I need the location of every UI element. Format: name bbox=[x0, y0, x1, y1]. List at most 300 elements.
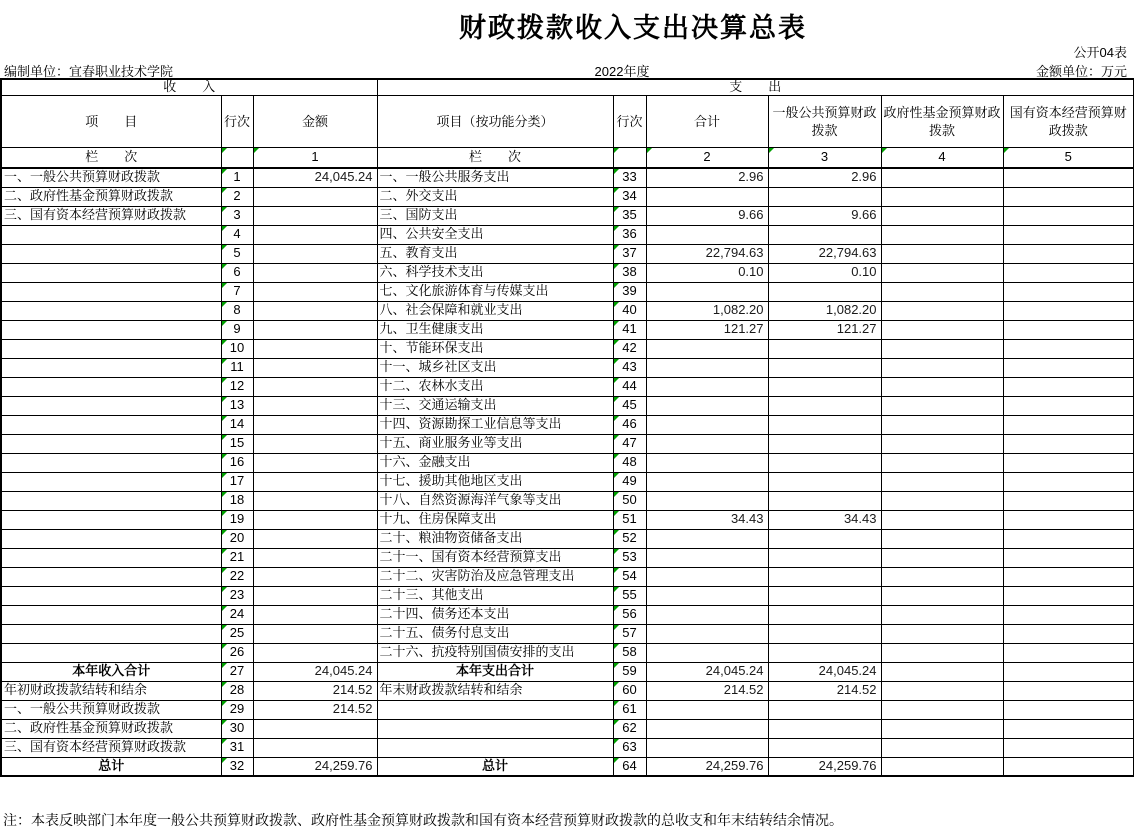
expense-state-capital-cell bbox=[1003, 681, 1134, 700]
income-item-cell bbox=[1, 377, 221, 396]
expense-item-cell: 二十、粮油物资储备支出 bbox=[377, 529, 613, 548]
expense-item-cell: 十二、农林水支出 bbox=[377, 377, 613, 396]
expense-line-cell: 39 bbox=[613, 282, 646, 301]
expense-item-cell: 十、节能环保支出 bbox=[377, 339, 613, 358]
expense-total-cell bbox=[646, 415, 768, 434]
expense-total-cell bbox=[646, 529, 768, 548]
income-amount-cell bbox=[253, 434, 377, 453]
income-item-cell bbox=[1, 282, 221, 301]
expense-state-capital-cell bbox=[1003, 168, 1134, 187]
expense-item-cell: 三、国防支出 bbox=[377, 206, 613, 225]
expense-total-cell: 22,794.63 bbox=[646, 244, 768, 263]
expense-state-capital-cell bbox=[1003, 434, 1134, 453]
cell-error-triangle-icon bbox=[222, 416, 227, 421]
table-row bbox=[1, 529, 1134, 548]
income-amount-cell: 24,045.24 bbox=[253, 662, 377, 681]
column-number-row bbox=[1, 148, 1134, 169]
expense-state-capital-cell bbox=[1003, 757, 1134, 776]
expense-line-cell: 42 bbox=[613, 339, 646, 358]
cell-error-triangle-icon bbox=[222, 739, 227, 744]
income-line-cell: 21 bbox=[221, 548, 253, 567]
expense-item-cell: 十六、金融支出 bbox=[377, 453, 613, 472]
expense-item-cell: 五、教育支出 bbox=[377, 244, 613, 263]
expense-gov-fund-cell bbox=[881, 643, 1003, 662]
income-lanci-line-cell bbox=[221, 148, 253, 169]
expense-lanci-label: 栏 次 bbox=[377, 148, 613, 169]
income-amount-cell bbox=[253, 206, 377, 225]
expense-item-cell: 二十六、抗疫特别国债安排的支出 bbox=[377, 643, 613, 662]
expense-state-capital-cell bbox=[1003, 738, 1134, 757]
income-item-cell: 一、一般公共预算财政拨款 bbox=[1, 700, 221, 719]
income-line-cell: 6 bbox=[221, 263, 253, 282]
expense-line-cell: 54 bbox=[613, 567, 646, 586]
expense-general-budget-cell bbox=[768, 377, 881, 396]
cell-error-triangle-icon bbox=[1004, 148, 1009, 153]
expense-total-cell bbox=[646, 453, 768, 472]
expense-state-capital-cell bbox=[1003, 320, 1134, 339]
expense-item-header: 项目（按功能分类） bbox=[377, 96, 613, 148]
page-title: 财政拨款收入支出决算总表 bbox=[459, 13, 807, 43]
expense-item-cell: 年末财政拨款结转和结余 bbox=[377, 681, 613, 700]
income-amount-cell bbox=[253, 225, 377, 244]
income-amount-cell bbox=[253, 263, 377, 282]
expense-gov-fund-cell bbox=[881, 377, 1003, 396]
cell-error-triangle-icon bbox=[614, 644, 619, 649]
expense-gov-fund-cell bbox=[881, 757, 1003, 776]
expense-line-cell: 46 bbox=[613, 415, 646, 434]
expense-gov-fund-cell bbox=[881, 434, 1003, 453]
income-amount-cell: 24,259.76 bbox=[253, 757, 377, 776]
expense-general-budget-cell bbox=[768, 719, 881, 738]
expense-item-cell: 十一、城乡社区支出 bbox=[377, 358, 613, 377]
income-item-cell: 本年收入合计 bbox=[1, 662, 221, 681]
cell-error-triangle-icon bbox=[614, 549, 619, 554]
cell-error-triangle-icon bbox=[614, 530, 619, 535]
income-amount-cell bbox=[253, 567, 377, 586]
income-lanci-label: 栏 次 bbox=[1, 148, 221, 169]
cell-error-triangle-icon bbox=[222, 511, 227, 516]
expense-item-cell: 十三、交通运输支出 bbox=[377, 396, 613, 415]
expense-gov-fund-cell bbox=[881, 529, 1003, 548]
expense-general-budget-cell: 24,045.24 bbox=[768, 662, 881, 681]
cell-error-triangle-icon bbox=[222, 454, 227, 459]
expense-total-cell bbox=[646, 643, 768, 662]
income-line-cell: 32 bbox=[221, 757, 253, 776]
table-row bbox=[1, 681, 1134, 700]
income-item-cell bbox=[1, 434, 221, 453]
table-row bbox=[1, 225, 1134, 244]
expense-general-budget-cell: 214.52 bbox=[768, 681, 881, 700]
expense-line-cell: 48 bbox=[613, 453, 646, 472]
expense-general-budget-cell bbox=[768, 567, 881, 586]
col-number-1 bbox=[253, 148, 377, 169]
income-item-cell bbox=[1, 263, 221, 282]
income-line-cell: 2 bbox=[221, 187, 253, 206]
income-item-cell bbox=[1, 415, 221, 434]
expense-line-cell: 50 bbox=[613, 491, 646, 510]
cell-error-triangle-icon bbox=[222, 340, 227, 345]
cell-error-triangle-icon bbox=[614, 207, 619, 212]
cell-error-triangle-icon bbox=[614, 245, 619, 250]
expense-line-cell: 55 bbox=[613, 586, 646, 605]
income-amount-cell bbox=[253, 586, 377, 605]
expense-general-budget-cell bbox=[768, 415, 881, 434]
expense-line-cell: 51 bbox=[613, 510, 646, 529]
expense-line-cell: 61 bbox=[613, 700, 646, 719]
expense-total-cell: 34.43 bbox=[646, 510, 768, 529]
expense-state-capital-cell bbox=[1003, 187, 1134, 206]
cell-error-triangle-icon bbox=[614, 378, 619, 383]
table-row bbox=[1, 605, 1134, 624]
footnote: 注：本表反映部门本年度一般公共预算财政拨款、政府性基金预算财政拨款和国有资本经营预算财政拨款的总收支和年末结转结余情况。 bbox=[3, 812, 843, 828]
expense-gov-fund-cell bbox=[881, 225, 1003, 244]
expense-general-budget-cell bbox=[768, 472, 881, 491]
income-amount-cell bbox=[253, 358, 377, 377]
income-item-cell bbox=[1, 453, 221, 472]
income-item-cell bbox=[1, 339, 221, 358]
expense-line-cell: 44 bbox=[613, 377, 646, 396]
income-item-cell bbox=[1, 643, 221, 662]
table-row bbox=[1, 567, 1134, 586]
expense-item-cell bbox=[377, 738, 613, 757]
cell-error-triangle-icon bbox=[614, 606, 619, 611]
expense-gov-fund-cell bbox=[881, 510, 1003, 529]
col-number-label: 1 bbox=[311, 149, 319, 165]
income-line-cell: 4 bbox=[221, 225, 253, 244]
expense-item-cell: 七、文化旅游体育与传媒支出 bbox=[377, 282, 613, 301]
expense-gov-fund-cell bbox=[881, 681, 1003, 700]
income-line-cell: 9 bbox=[221, 320, 253, 339]
expense-state-capital-cell bbox=[1003, 225, 1134, 244]
cell-error-triangle-icon bbox=[614, 435, 619, 440]
expense-line-cell: 58 bbox=[613, 643, 646, 662]
income-line-cell: 5 bbox=[221, 244, 253, 263]
expense-line-cell: 36 bbox=[613, 225, 646, 244]
expense-total-cell: 214.52 bbox=[646, 681, 768, 700]
expense-item-cell: 六、科学技术支出 bbox=[377, 263, 613, 282]
income-amount-cell: 214.52 bbox=[253, 681, 377, 700]
income-line-cell: 1 bbox=[221, 168, 253, 187]
income-item-cell bbox=[1, 624, 221, 643]
income-line-cell: 23 bbox=[221, 586, 253, 605]
income-line-cell: 13 bbox=[221, 396, 253, 415]
expense-state-capital-cell bbox=[1003, 586, 1134, 605]
table-row bbox=[1, 282, 1134, 301]
expense-gov-fund-cell bbox=[881, 263, 1003, 282]
expense-line-cell: 52 bbox=[613, 529, 646, 548]
expense-total-cell: 24,259.76 bbox=[646, 757, 768, 776]
income-amount-cell bbox=[253, 605, 377, 624]
income-line-cell: 14 bbox=[221, 415, 253, 434]
expense-item-cell: 二十一、国有资本经营预算支出 bbox=[377, 548, 613, 567]
income-line-cell: 17 bbox=[221, 472, 253, 491]
expense-item-cell: 八、社会保障和就业支出 bbox=[377, 301, 613, 320]
table-row bbox=[1, 662, 1134, 681]
income-amount-cell bbox=[253, 396, 377, 415]
cell-error-triangle-icon bbox=[614, 226, 619, 231]
income-amount-cell: 24,045.24 bbox=[253, 168, 377, 187]
expense-gov-fund-cell bbox=[881, 339, 1003, 358]
cell-error-triangle-icon bbox=[222, 302, 227, 307]
cell-error-triangle-icon bbox=[614, 739, 619, 744]
expense-item-cell: 二十二、灾害防治及应急管理支出 bbox=[377, 567, 613, 586]
expense-total-cell: 1,082.20 bbox=[646, 301, 768, 320]
cell-error-triangle-icon bbox=[614, 148, 619, 153]
fiscal-year: 2022年度 bbox=[594, 64, 650, 79]
cell-error-triangle-icon bbox=[222, 207, 227, 212]
expense-section-header: 支 出 bbox=[377, 79, 1134, 96]
expense-item-cell: 二、外交支出 bbox=[377, 187, 613, 206]
expense-item-cell: 四、公共安全支出 bbox=[377, 225, 613, 244]
section-header-row bbox=[1, 79, 1134, 96]
expense-gov-fund-cell bbox=[881, 320, 1003, 339]
expense-total-cell bbox=[646, 624, 768, 643]
income-item-cell bbox=[1, 396, 221, 415]
expense-state-capital-cell bbox=[1003, 567, 1134, 586]
income-line-cell: 29 bbox=[221, 700, 253, 719]
expense-line-cell: 45 bbox=[613, 396, 646, 415]
income-item-cell bbox=[1, 510, 221, 529]
expense-general-budget-cell bbox=[768, 187, 881, 206]
cell-error-triangle-icon bbox=[614, 473, 619, 478]
cell-error-triangle-icon bbox=[614, 416, 619, 421]
expense-gov-fund-cell bbox=[881, 624, 1003, 643]
expense-item-cell: 十四、资源勘探工业信息等支出 bbox=[377, 415, 613, 434]
expense-general-budget-cell: 2.96 bbox=[768, 168, 881, 187]
cell-error-triangle-icon bbox=[614, 169, 619, 174]
col-number-4 bbox=[881, 148, 1003, 169]
cell-error-triangle-icon bbox=[222, 568, 227, 573]
cell-error-triangle-icon bbox=[614, 701, 619, 706]
cell-error-triangle-icon bbox=[614, 283, 619, 288]
cell-error-triangle-icon bbox=[222, 283, 227, 288]
table-row bbox=[1, 510, 1134, 529]
income-line-cell: 18 bbox=[221, 491, 253, 510]
expense-state-capital-cell bbox=[1003, 244, 1134, 263]
cell-error-triangle-icon bbox=[647, 148, 652, 153]
expense-item-cell: 总计 bbox=[377, 757, 613, 776]
expense-line-cell: 63 bbox=[613, 738, 646, 757]
income-item-cell bbox=[1, 320, 221, 339]
cell-error-triangle-icon bbox=[769, 148, 774, 153]
table-row bbox=[1, 757, 1134, 776]
income-item-cell: 二、政府性基金预算财政拨款 bbox=[1, 719, 221, 738]
income-amount-cell bbox=[253, 415, 377, 434]
col-number-3 bbox=[768, 148, 881, 169]
expense-total-cell bbox=[646, 225, 768, 244]
expense-general-budget-cell bbox=[768, 491, 881, 510]
cell-error-triangle-icon bbox=[222, 435, 227, 440]
table-row bbox=[1, 491, 1134, 510]
income-line-cell: 28 bbox=[221, 681, 253, 700]
expense-total-cell bbox=[646, 472, 768, 491]
expense-item-cell: 二十四、债务还本支出 bbox=[377, 605, 613, 624]
expense-item-cell: 二十三、其他支出 bbox=[377, 586, 613, 605]
expense-line-cell: 49 bbox=[613, 472, 646, 491]
cell-error-triangle-icon bbox=[614, 359, 619, 364]
expense-gov-fund-cell bbox=[881, 168, 1003, 187]
expense-state-capital-cell bbox=[1003, 282, 1134, 301]
expense-total-cell bbox=[646, 187, 768, 206]
expense-line-cell: 41 bbox=[613, 320, 646, 339]
income-amount-cell bbox=[253, 738, 377, 757]
table-row bbox=[1, 187, 1134, 206]
expense-gov-fund-cell bbox=[881, 472, 1003, 491]
expense-total-cell bbox=[646, 282, 768, 301]
income-item-cell bbox=[1, 548, 221, 567]
table-row bbox=[1, 624, 1134, 643]
expense-gov-fund-cell bbox=[881, 358, 1003, 377]
expense-general-budget-cell bbox=[768, 586, 881, 605]
expense-state-capital-cell bbox=[1003, 548, 1134, 567]
table-row bbox=[1, 472, 1134, 491]
cell-error-triangle-icon bbox=[222, 169, 227, 174]
cell-error-triangle-icon bbox=[614, 264, 619, 269]
table-row bbox=[1, 244, 1134, 263]
expense-gov-fund-cell bbox=[881, 282, 1003, 301]
expense-state-capital-cell bbox=[1003, 396, 1134, 415]
income-amount-cell bbox=[253, 377, 377, 396]
expense-total-cell bbox=[646, 339, 768, 358]
table-row bbox=[1, 586, 1134, 605]
table-row bbox=[1, 320, 1134, 339]
income-line-cell: 3 bbox=[221, 206, 253, 225]
cell-error-triangle-icon bbox=[222, 321, 227, 326]
cell-error-triangle-icon bbox=[222, 473, 227, 478]
expense-gov-fund-cell bbox=[881, 453, 1003, 472]
expense-item-cell: 十五、商业服务业等支出 bbox=[377, 434, 613, 453]
cell-error-triangle-icon bbox=[614, 625, 619, 630]
expense-line-cell: 62 bbox=[613, 719, 646, 738]
col-number-label: 3 bbox=[820, 149, 829, 165]
cell-error-triangle-icon bbox=[614, 302, 619, 307]
income-amount-cell bbox=[253, 719, 377, 738]
expense-general-budget-cell bbox=[768, 339, 881, 358]
cell-error-triangle-icon bbox=[614, 758, 619, 763]
expense-gov-fund-cell bbox=[881, 206, 1003, 225]
expense-item-cell: 九、卫生健康支出 bbox=[377, 320, 613, 339]
income-item-cell: 三、国有资本经营预算财政拨款 bbox=[1, 206, 221, 225]
table-row bbox=[1, 301, 1134, 320]
income-amount-cell: 214.52 bbox=[253, 700, 377, 719]
table-row bbox=[1, 719, 1134, 738]
table-row bbox=[1, 700, 1134, 719]
income-amount-cell bbox=[253, 548, 377, 567]
amount-unit: 金额单位：万元 bbox=[1035, 64, 1127, 79]
expense-item-cell: 本年支出合计 bbox=[377, 662, 613, 681]
expense-gov-fund-cell bbox=[881, 187, 1003, 206]
expense-state-capital-cell bbox=[1003, 491, 1134, 510]
expense-gov-fund-cell bbox=[881, 586, 1003, 605]
expense-item-cell: 十七、援助其他地区支出 bbox=[377, 472, 613, 491]
expense-general-budget-cell bbox=[768, 529, 881, 548]
expense-total-cell bbox=[646, 719, 768, 738]
income-item-cell bbox=[1, 586, 221, 605]
income-line-cell: 19 bbox=[221, 510, 253, 529]
expense-state-capital-cell bbox=[1003, 719, 1134, 738]
cell-error-triangle-icon bbox=[222, 549, 227, 554]
income-line-cell: 16 bbox=[221, 453, 253, 472]
income-item-cell: 总计 bbox=[1, 757, 221, 776]
expense-state-capital-cell bbox=[1003, 510, 1134, 529]
expense-total-cell bbox=[646, 738, 768, 757]
cell-error-triangle-icon bbox=[222, 245, 227, 250]
table-row bbox=[1, 377, 1134, 396]
expense-general-budget-cell: 34.43 bbox=[768, 510, 881, 529]
cell-error-triangle-icon bbox=[222, 606, 227, 611]
expense-total-cell bbox=[646, 567, 768, 586]
expense-state-capital-cell bbox=[1003, 358, 1134, 377]
expense-item-cell: 十九、住房保障支出 bbox=[377, 510, 613, 529]
expense-item-cell bbox=[377, 700, 613, 719]
expense-total-cell bbox=[646, 377, 768, 396]
expense-general-budget-header: 一般公共预算财政拨款 bbox=[768, 96, 881, 148]
cell-error-triangle-icon bbox=[614, 188, 619, 193]
expense-state-capital-cell bbox=[1003, 206, 1134, 225]
cell-error-triangle-icon bbox=[614, 340, 619, 345]
expense-state-capital-cell bbox=[1003, 472, 1134, 491]
col-number-label: 5 bbox=[1064, 149, 1072, 165]
expense-line-header: 行次 bbox=[613, 96, 646, 148]
cell-error-triangle-icon bbox=[614, 454, 619, 459]
column-header-row bbox=[1, 96, 1134, 148]
income-item-cell bbox=[1, 605, 221, 624]
income-amount-cell bbox=[253, 244, 377, 263]
cell-error-triangle-icon bbox=[222, 644, 227, 649]
expense-total-header: 合计 bbox=[646, 96, 768, 148]
expense-general-budget-cell bbox=[768, 396, 881, 415]
expense-line-cell: 33 bbox=[613, 168, 646, 187]
expense-total-cell bbox=[646, 605, 768, 624]
expense-total-cell: 121.27 bbox=[646, 320, 768, 339]
expense-general-budget-cell bbox=[768, 643, 881, 662]
income-amount-cell bbox=[253, 472, 377, 491]
expense-total-cell bbox=[646, 700, 768, 719]
expense-total-cell bbox=[646, 548, 768, 567]
expense-item-cell: 二十五、债务付息支出 bbox=[377, 624, 613, 643]
expense-general-budget-cell: 1,082.20 bbox=[768, 301, 881, 320]
cell-error-triangle-icon bbox=[222, 682, 227, 687]
income-line-cell: 25 bbox=[221, 624, 253, 643]
expense-state-capital-cell bbox=[1003, 339, 1134, 358]
income-item-cell: 年初财政拨款结转和结余 bbox=[1, 681, 221, 700]
expense-gov-fund-cell bbox=[881, 396, 1003, 415]
col-number-5 bbox=[1003, 148, 1134, 169]
cell-error-triangle-icon bbox=[222, 625, 227, 630]
expense-total-cell bbox=[646, 434, 768, 453]
expense-state-capital-cell bbox=[1003, 453, 1134, 472]
expense-total-cell bbox=[646, 491, 768, 510]
cell-error-triangle-icon bbox=[882, 148, 887, 153]
expense-total-cell bbox=[646, 396, 768, 415]
expense-general-budget-cell: 22,794.63 bbox=[768, 244, 881, 263]
expense-state-capital-cell bbox=[1003, 700, 1134, 719]
expense-gov-fund-cell bbox=[881, 548, 1003, 567]
expense-general-budget-cell bbox=[768, 453, 881, 472]
cell-error-triangle-icon bbox=[222, 720, 227, 725]
cell-error-triangle-icon bbox=[614, 511, 619, 516]
cell-error-triangle-icon bbox=[222, 530, 227, 535]
cell-error-triangle-icon bbox=[222, 492, 227, 497]
income-item-cell: 三、国有资本经营预算财政拨款 bbox=[1, 738, 221, 757]
cell-error-triangle-icon bbox=[254, 148, 259, 153]
expense-gov-fund-cell bbox=[881, 719, 1003, 738]
income-item-cell: 一、一般公共预算财政拨款 bbox=[1, 168, 221, 187]
expense-line-cell: 35 bbox=[613, 206, 646, 225]
cell-error-triangle-icon bbox=[222, 701, 227, 706]
income-line-cell: 20 bbox=[221, 529, 253, 548]
expense-line-cell: 47 bbox=[613, 434, 646, 453]
